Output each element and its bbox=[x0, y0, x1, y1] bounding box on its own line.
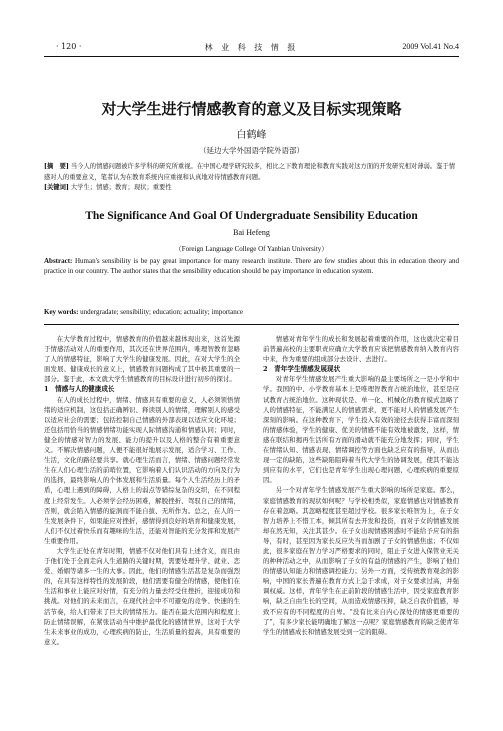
english-keywords bbox=[44, 308, 459, 316]
body-paragraph: 对青年学生情感发展产生重大影响的最主要场所之一是小学和中学。我国的中、小学教育基本上是唯理智教育占统治地位，甚至是应试教育占统治地位。这种现状是、单一化、机械化的教育模式忽略了人的情感特征，不能满足人的情感需求，更不能对人的情感发展产生深刻的影响。在这种教育下，学生投入有效的途径去获得丰富而深刻的情感体验，学生的健康、优美的情感不能有效地被激发，这样，情感在联结和揭再生活所有方面的滑动就不能充分地发挥；同时，学生在情绪认知、情感表现、情绪调控等方面也缺乏应有的指导，从而出现一定的缺陷，这些缺陷阻碍着当代大学生的协调发展，使其不能达到应有的水平，它们也是青年学生出现心理问题、心理疾病的重要原因。 bbox=[263, 375, 459, 485]
english-author: Bai Hefeng bbox=[233, 228, 270, 237]
keywords-label: [关键词] bbox=[44, 184, 69, 191]
body-paragraph: 在大学教育过程中，情感教育的价值越来越体现出来，这首先源于情感活动对人的重要作用，其次还在世界范围内，唯理智教育忽略了人的情感特征，影响了大学生的健康发展。因此，在对大学生的全面发展、健康成长的意义上，情感教育问题构成了其中极其重要的一部分。鉴于此，本文就大学生情感教育的目标设计进行初步的探讨。 bbox=[44, 335, 240, 384]
author-affiliation: （延边大学外国语学院外语部） bbox=[199, 146, 304, 155]
keywords-text: 大学生；情感；教育；现状；重要性 bbox=[70, 184, 172, 191]
english-abstract-text: Human's sensibility is be pay great importance for many research institute. There are few studies about this in education theory and practice in our country. The author states that the sensibility education should be pay importance in education system. bbox=[44, 257, 459, 275]
volume-info: 2009 Vol.41 No.4 bbox=[402, 42, 459, 51]
article-title: 对大学生进行情感教育的意义及目标实现策略 bbox=[101, 100, 402, 118]
english-keywords-label: Key words: bbox=[44, 308, 79, 316]
section-heading: 1 情感与人的健康成长 bbox=[44, 385, 115, 394]
english-title: The Significance And Goal Of Undergraduate Sensibility Education bbox=[85, 210, 418, 222]
abstract-text: 当今人的情感问题被许多学科的研究所重视。在中国心理学研究较多，相比之下教育理论和教育实践对这方面的开发研究相对薄弱。鉴于情感对人的重要意义，笔者认为在教育系统内应重视和认真地对待情感教育问题。 bbox=[44, 163, 455, 181]
running-header bbox=[0, 42, 503, 54]
section-heading: 2 青年学生情感发展现状 bbox=[263, 365, 341, 374]
author-name: 白鹤峰 bbox=[236, 130, 267, 141]
body-column-left bbox=[44, 334, 240, 647]
header-rule bbox=[44, 56, 459, 57]
abstract-cn bbox=[44, 162, 459, 194]
body-paragraph: 大学生正处在青年时期，情感不仅对他们具有上述含义，而且由于他们处于全面走向人生道路的关键时期，需要处理升学、就业、恋爱、婚姻等诸多一生的大事。因此，他们的情感生活甚是复杂而强烈的，在具有这样特性的发展阶段，他们需要有健全的情感，使他们在生活和事业上能应对好情，有充分的力量去经受住挫折，迎接成功和挑战。对他们的未来而言，在现代社会中不可避免的竞争、快速的生活节奏，给人们带来了巨大的情绪压力。能否在最大范围内和程度上防止情绪误解，在紧张活动当中维护最优化的感情世界，这对于大学生未来事业的成功，心理疾病的防止，生活质量的提高，具有重要的意义。 bbox=[44, 546, 240, 646]
body-paragraph: 另一个对青年学生情感发展产生重大影响的场所是家庭。那么，家庭情感教育的现状如何呢？与学校相类似，家庭情感也对情感教育存在着忽略。其忽略程度甚至超过学校。很多家长唯智为上，在子女智力培养上不惜工本，倾其所有去开发和投资，而对子女的情感发展却在然无知，关注其甚少。在子女出现情感困惑时不能给予应有的指导，有时，甚至因为家长反应失当而加剧了子女的情感焦虑；不仅如此，很多家庭在智力学习严格要求的同时，阻止子女进入保管业无关的种种活动之中，从而影响了子女的有益的情感的产生，影响了他们的情感认知能力和情感调控能力；另外一方面，受传统教育观念的影响，中国的家长普遍在教育方式上急于求成，对子女要求过高，并强调权威。这样，青年学生在正前阶段的情感生活中，因受家庭教育影响，缺乏自由生长的空间，从而造成情感压抑，缺乏自我价值感，导致不应有的不同程度的自卑。“没有比来自内心深处的情感更重要的了”，有多少家长能明确地了解这一点呢？家庭情感教育的缺乏使青年学生的情感成长和情感发展受到一定的阻碍。 bbox=[263, 486, 459, 636]
journal-name: 林 业 科 技 情 报 bbox=[204, 43, 299, 52]
body-paragraph: 情感对青年学生的成长和发展起着重要的作用，这也就决定着目前普遍高校的主要职责应确立大学教育应该把情感教育纳入教育内容中来，作为重要的组成部分去设计、去进行。 bbox=[263, 335, 459, 364]
abstract-label: [摘 要] bbox=[44, 163, 69, 170]
english-affiliation: （Foreign Language College Of Yanbian University） bbox=[174, 245, 329, 253]
page-number: · 120 · bbox=[56, 42, 82, 51]
english-keywords-text: undergradate; sensibility; education; actuality; importance bbox=[80, 308, 243, 316]
body-column-right bbox=[263, 334, 459, 637]
body-paragraph: 在人的成长过程中，情绪、情感具有重要的意义，人必须领悟情绪的适应机制，这包括正确辨识、释读别人的情绪，理解别人的感受以适应社会的需要；包括控制自己情感的外部表现以适应文化环境；还包括用恰当的情感情绪功能实现人际情感沟通和情感认同；同时，健全的情感对智力的发展、能力的提升以及人格的整合有着重要意义。不解决情感问题，人便不能很好地展示发展，适合学习、工作、生活，文化的路径要共享。就心理生活而言，情绪、情感问题经常发生在人们心理生活的前哨位置，它影响着人们认识活动的方向及行为的选择，最终影响人的个体发展和生活质量。每个人生活经历上的矛盾，心理上遇到的障碍，人格上的弱点等错综复杂的交织，在不同程度上经常发生。人必须学会经历困难，解脱挫折、驾驭自己的情绪，否则，就会陷入情感的旋涡而不能自拔、无所作为。总之，在人的一生发展条件下，如果能应对挫折，感情得到良好的培育和健康发展，人们不仅过着快乐而有趣味的生活，还能对智能的充分发挥和发展产生重要作用。 bbox=[44, 395, 240, 545]
english-abstract-label: Abstract: bbox=[44, 257, 73, 265]
section-rule bbox=[44, 324, 459, 325]
english-abstract bbox=[44, 256, 459, 276]
